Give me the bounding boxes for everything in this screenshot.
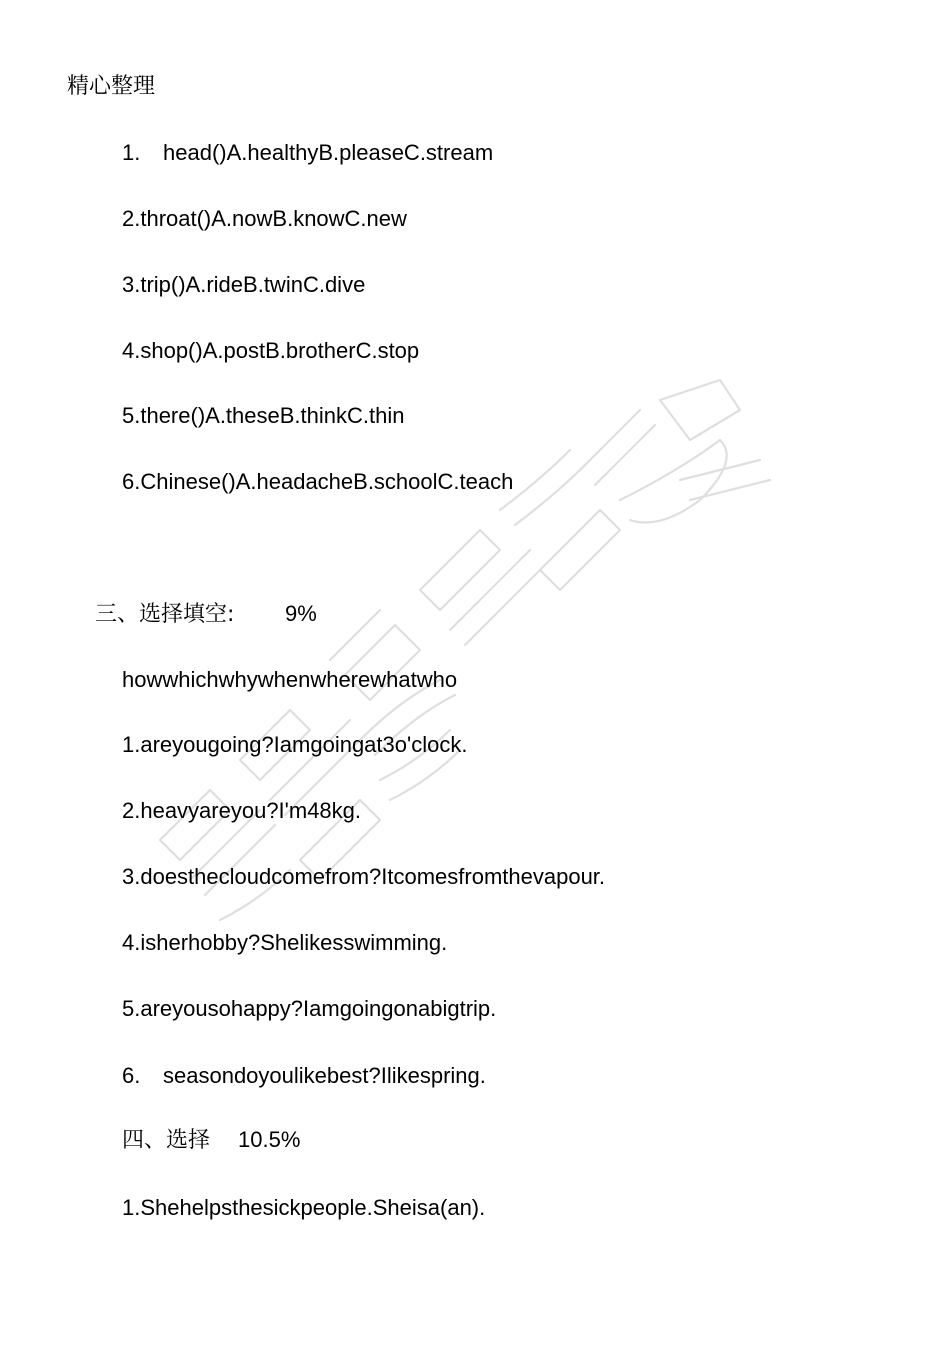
section-score: 9% — [285, 601, 317, 626]
question-line: 5.there()A.theseB.thinkC.thin — [122, 403, 405, 428]
question-line — [122, 140, 493, 166]
question-line: 4.shop()A.postB.brotherC.stop — [122, 338, 420, 363]
question-line: 3.trip()A.rideB.twinC.dive — [122, 272, 366, 297]
question-line: 3.doesthecloudcomefrom?Itcomesfromthevapour. — [122, 864, 606, 889]
question-number: 6. — [122, 1063, 141, 1088]
section-score: 10.5% — [238, 1127, 301, 1152]
question-text: head()A.healthyB.pleaseC.stream — [163, 140, 494, 165]
section-heading-text: 三、选择填空: — [95, 602, 235, 627]
question-number: 1. — [122, 140, 141, 165]
word-bank: howwhichwhywhenwherewhatwho — [122, 667, 458, 692]
question-line — [122, 1063, 486, 1089]
question-line: 1.Shehelpsthesickpeople.Sheisa(an). — [122, 1195, 486, 1220]
question-line: 4.isherhobby?Shelikesswimming. — [122, 930, 448, 955]
question-line: 5.areyousohappy?Iamgoingonabigtrip. — [122, 996, 497, 1021]
question-line: 2.throat()A.nowB.knowC.new — [122, 206, 407, 231]
page-title: 精心整理 — [67, 74, 156, 99]
section-heading — [95, 601, 317, 628]
question-line: 2.heavyareyou?I'm48kg. — [122, 798, 362, 823]
section-heading — [122, 1127, 300, 1154]
question-text: seasondoyoulikebest?Ilikespring. — [163, 1063, 486, 1088]
question-line: 1.areyougoing?Iamgoingat3o'clock. — [122, 732, 468, 757]
section-heading-text: 四、选择 — [122, 1128, 211, 1153]
question-line: 6.Chinese()A.headacheB.schoolC.teach — [122, 469, 514, 494]
